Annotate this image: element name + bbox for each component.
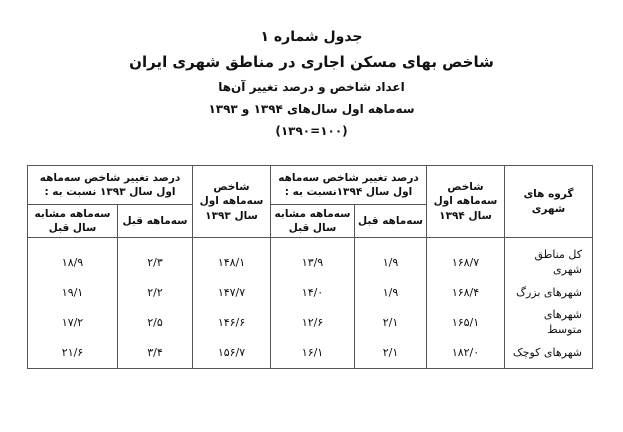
cell-qoq-1394: ۲/۱ (355, 338, 427, 369)
cell-yoy-1394: ۱۴/۰ (271, 278, 355, 308)
cell-qoq-1394: ۱/۹ (355, 278, 427, 308)
table-row (28, 338, 593, 369)
cell-qoq-1394: ۱/۹ (355, 238, 427, 279)
table-row (28, 238, 593, 279)
table-title: شاخص بهای مسکن اجاری در مناطق شهری ایران (129, 53, 494, 71)
cell-qoq-1393: ۲/۵ (118, 308, 193, 338)
cell-yoy-1393: ۱۸/۹ (28, 238, 118, 279)
header-index-1393: شاخص سه‌ماهه اول سال ۱۳۹۳ (193, 166, 271, 238)
table-period: سه‌ماهه اول سال‌های ۱۳۹۴ و ۱۳۹۳ (208, 102, 415, 116)
row-group: کل مناطق شهری (505, 238, 593, 279)
row-group: شهرهای بزرگ (505, 278, 593, 308)
cell-index-1394: ۱۶۸/۴ (427, 278, 505, 308)
table-row (28, 278, 593, 308)
row-group: شهرهای متوسط (505, 308, 593, 338)
cell-qoq-1394: ۲/۱ (355, 308, 427, 338)
cell-qoq-1393: ۲/۲ (118, 278, 193, 308)
cell-index-1393: ۱۵۶/۷ (193, 338, 271, 369)
header-prev-quarter-1394: سه‌ماهه قبل (355, 205, 427, 238)
table-number: جدول شماره ۱ (260, 29, 363, 45)
header-group: گروه های شهری (505, 166, 593, 238)
table-row (28, 308, 593, 338)
cell-yoy-1394: ۱۶/۱ (271, 338, 355, 369)
cell-qoq-1393: ۳/۴ (118, 338, 193, 369)
row-group: شهرهای کوچک (505, 338, 593, 369)
header-change-1394: درصد تغییر شاخص سه‌ماهه اول سال ۱۳۹۴نسبت به : (271, 166, 427, 205)
cell-yoy-1393: ۲۱/۶ (28, 338, 118, 369)
header-change-1393: درصد تغییر شاخص سه‌ماهه اول سال ۱۳۹۳ نسبت به : (28, 166, 193, 205)
cell-index-1394: ۱۶۸/۷ (427, 238, 505, 279)
cell-index-1394: ۱۸۲/۰ (427, 338, 505, 369)
table-base-year: (۱۰۰=۱۳۹۰) (275, 124, 348, 138)
table-subtitle: اعداد شاخص و درصد تغییر آن‌ها (218, 80, 405, 94)
title-block (0, 30, 623, 137)
cell-yoy-1393: ۱۹/۱ (28, 278, 118, 308)
rent-index-table (27, 165, 593, 369)
cell-qoq-1393: ۲/۳ (118, 238, 193, 279)
cell-yoy-1394: ۱۳/۹ (271, 238, 355, 279)
cell-index-1393: ۱۴۶/۶ (193, 308, 271, 338)
header-index-1394: شاخص سه‌ماهه اول سال ۱۳۹۴ (427, 166, 505, 238)
cell-index-1393: ۱۴۷/۷ (193, 278, 271, 308)
header-same-quarter-1393: سه‌ماهه مشابه سال قبل (28, 205, 118, 238)
cell-yoy-1393: ۱۷/۲ (28, 308, 118, 338)
cell-index-1394: ۱۶۵/۱ (427, 308, 505, 338)
cell-yoy-1394: ۱۲/۶ (271, 308, 355, 338)
header-same-quarter-1394: سه‌ماهه مشابه سال قبل (271, 205, 355, 238)
cell-index-1393: ۱۴۸/۱ (193, 238, 271, 279)
header-prev-quarter-1393: سه‌ماهه قبل (118, 205, 193, 238)
